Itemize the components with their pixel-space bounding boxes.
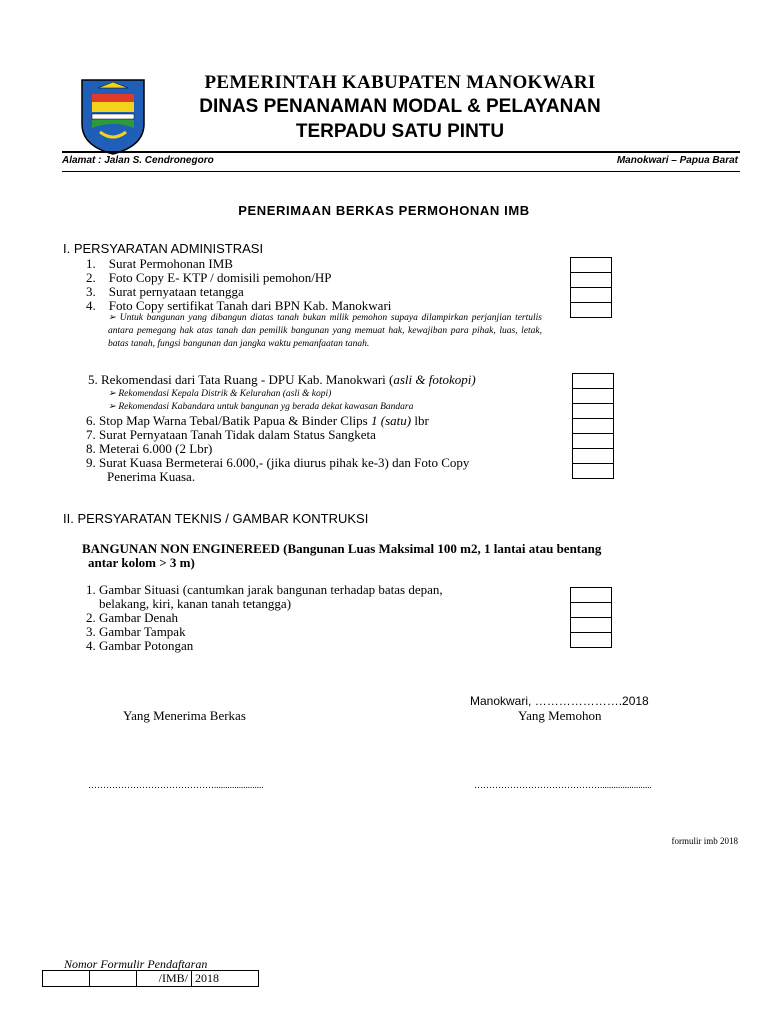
admin-item-6: 6. Stop Map Warna Tebal/Batik Papua & Binder Clips 1 (satu) lbr xyxy=(86,413,429,428)
receiver-label: Yang Menerima Berkas xyxy=(123,708,246,723)
receiver-signature-line[interactable]: ……………………………………...................... xyxy=(88,780,264,790)
checklist-boxes-3[interactable] xyxy=(570,587,612,648)
place-date: Manokwari, ………………….2018 xyxy=(470,694,649,708)
agency-name-line2: TERPADU SATU PINTU xyxy=(295,121,505,142)
admin-item-3: 3. Surat pernyataan tetangga xyxy=(86,284,244,299)
technical-item-4: 4. Gambar Potongan xyxy=(86,638,194,653)
bullet-arrow-icon: ➢ xyxy=(108,389,119,399)
technical-item-3: 3. Gambar Tampak xyxy=(86,624,186,639)
registration-cell-2[interactable] xyxy=(90,971,137,987)
applicant-label: Yang Memohon xyxy=(518,708,602,723)
admin-item-1: 1. Surat Permohonan IMB xyxy=(86,256,233,271)
form-code: formulir imb 2018 xyxy=(671,836,738,846)
agency-name-line1: DINAS PENANAMAN MODAL & PELAYANAN xyxy=(199,96,601,117)
admin-item-5-sub-a: ➢ Rekomendasi Kepala Distrik & Kelurahan (asli & kopi) xyxy=(108,389,332,399)
admin-item-9-cont: Penerima Kuasa. xyxy=(107,469,196,484)
admin-item-2: 2. Foto Copy E- KTP / domisili pemohon/HP xyxy=(86,270,332,285)
city: Manokwari – Papua Barat xyxy=(616,155,738,166)
regency-logo xyxy=(78,76,148,156)
technical-item-1-cont: belakang, kiri, kanan tanah tetangga) xyxy=(99,596,292,611)
government-name: PEMERINTAH KABUPATEN MANOKWARI xyxy=(204,72,596,93)
header-divider-thin xyxy=(62,171,740,172)
admin-item-5: 5. Rekomendasi dari Tata Ruang - DPU Kab. Manokwari (asli & fotokopi) xyxy=(88,372,476,387)
checklist-boxes-1[interactable] xyxy=(570,257,612,318)
section2-heading: II. PERSYARATAN TEKNIS / GAMBAR KONTRUKSI xyxy=(63,511,369,526)
address: Alamat : Jalan S. Cendronegoro xyxy=(62,155,214,166)
registration-label: Nomor Formulir Pendaftaran xyxy=(64,957,208,971)
admin-item-8: 8. Meterai 6.000 (2 Lbr) xyxy=(86,441,213,456)
building-category-cont: antar kolom > 3 m) xyxy=(88,555,195,570)
technical-item-1: 1. Gambar Situasi (cantumkan jarak bangunan terhadap batas depan, xyxy=(86,582,443,597)
registration-cell-year: 2018 xyxy=(192,971,259,987)
header-divider xyxy=(62,151,740,153)
bullet-arrow-icon: ➢ xyxy=(108,313,120,323)
section1-heading: I. PERSYARATAN ADMINISTRASI xyxy=(63,241,264,256)
technical-item-2: 2. Gambar Denah xyxy=(86,610,179,625)
registration-cell-imb: /IMB/ xyxy=(137,971,192,987)
admin-item-4: 4. Foto Copy sertifikat Tanah dari BPN Kab. Manokwari xyxy=(86,298,392,313)
document-title: PENERIMAAN BERKAS PERMOHONAN IMB xyxy=(238,203,530,218)
checklist-boxes-2[interactable] xyxy=(572,373,614,479)
bullet-arrow-icon: ➢ xyxy=(108,402,119,412)
applicant-signature-line[interactable]: ……………………………………....................... xyxy=(474,780,652,790)
admin-item-5-sub-b: ➢ Rekomendasi Kabandara untuk bangunan yg berada dekat kawasan Bandara xyxy=(108,402,414,412)
admin-item-9: 9. Surat Kuasa Bermeterai 6.000,- (jika diurus pihak ke-3) dan Foto Copy xyxy=(86,455,470,470)
registration-number-table xyxy=(42,970,259,987)
admin-item-4-note: ➢ Untuk bangunan yang dibangun diatas tanah bukan milik pemohon supaya dilampirkan perjanjian tertulis antara pemegang hak atas tanah dan pemilik bangunan yang memuat hak, kewajiban para pihak, luas, letak, batas tanah, fungsi bangunan dan jangka waktu pemanfaatan tanah. xyxy=(108,313,542,349)
building-category: BANGUNAN NON ENGINEREED (Bangunan Luas Maksimal 100 m2, 1 lantai atau bentang xyxy=(82,541,602,556)
admin-item-7: 7. Surat Pernyataan Tanah Tidak dalam Status Sangketa xyxy=(86,427,376,442)
registration-cell-1[interactable] xyxy=(43,971,90,987)
